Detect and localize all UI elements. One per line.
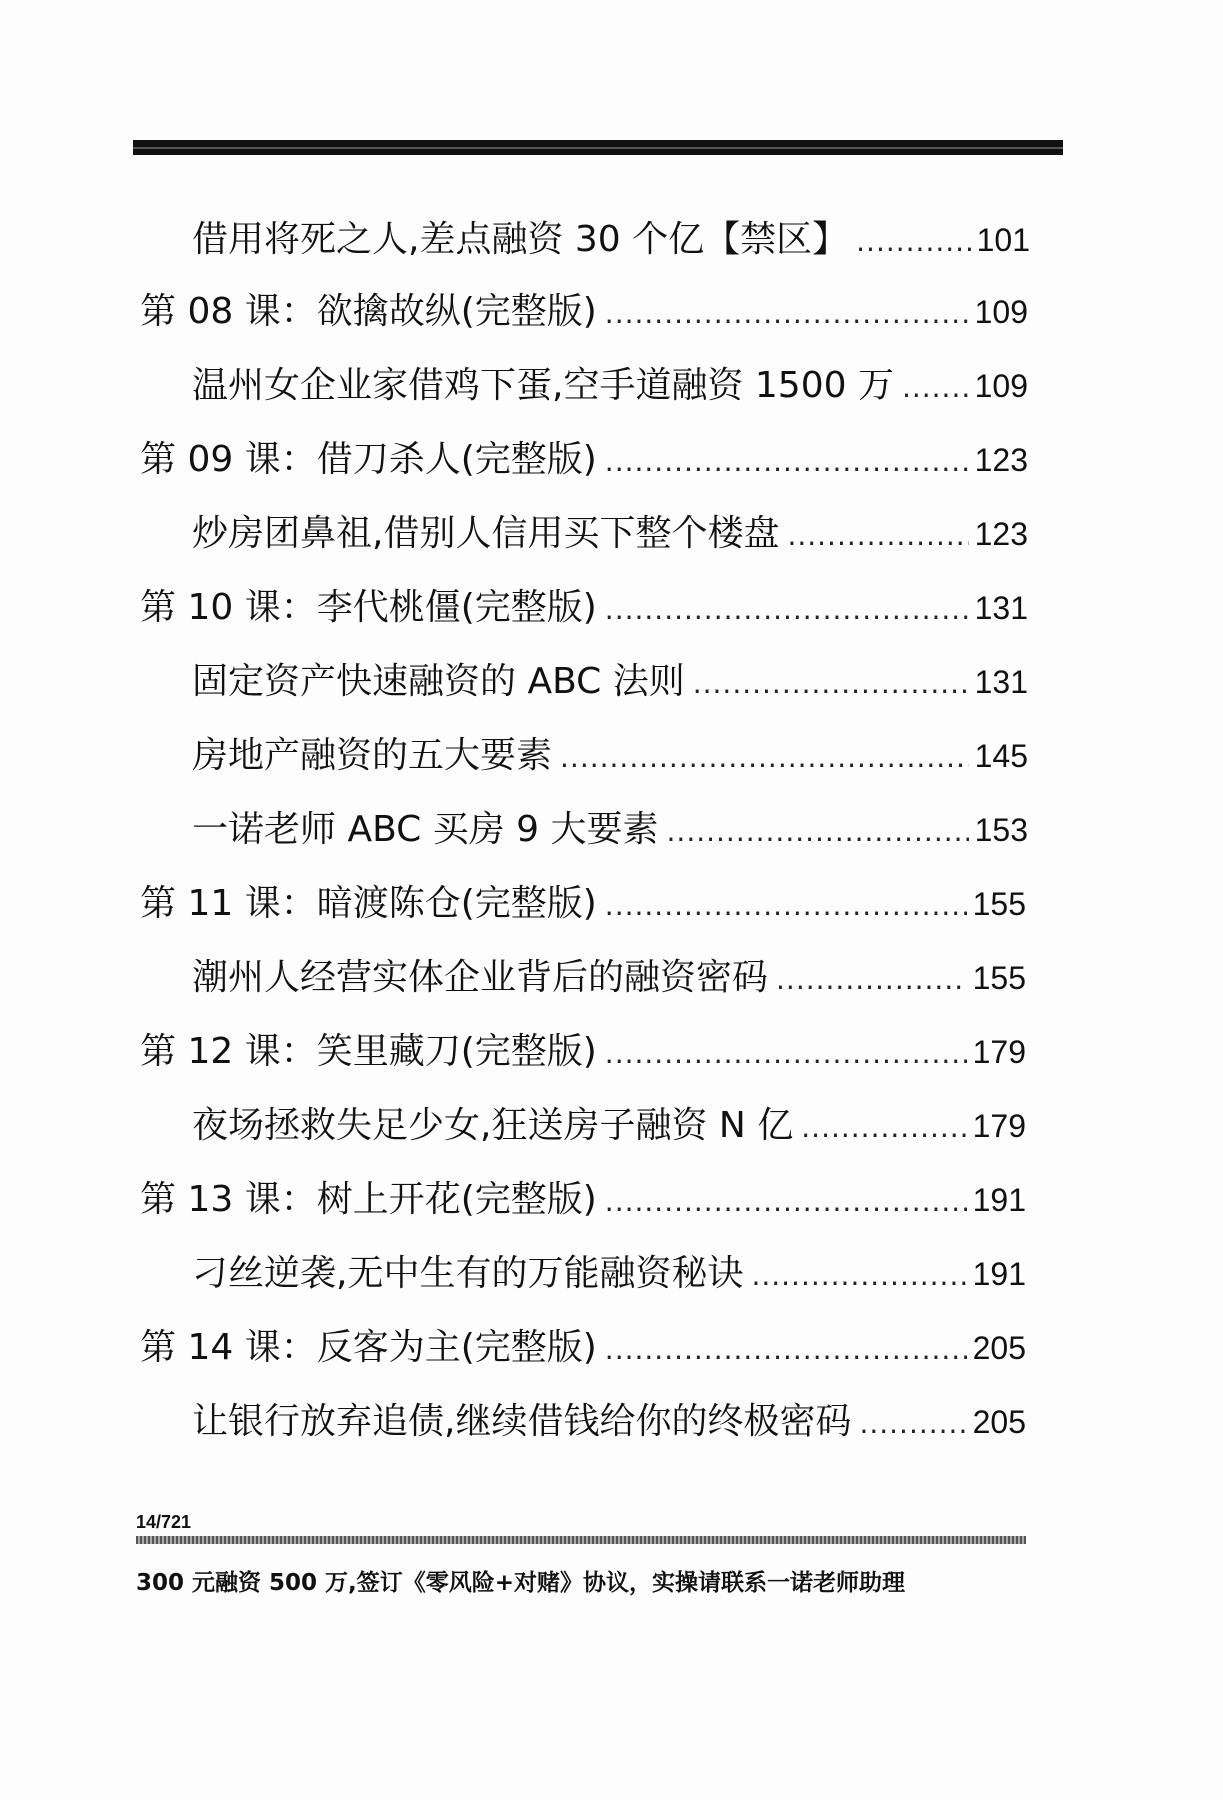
toc-leader-dots bbox=[605, 1328, 967, 1372]
toc-entry bbox=[192, 734, 1028, 782]
toc-entry-page: 205 bbox=[972, 1404, 1026, 1440]
toc-entry bbox=[192, 512, 1028, 560]
toc-entry bbox=[192, 1400, 1026, 1448]
toc-entry bbox=[192, 808, 1028, 856]
toc-entry bbox=[192, 364, 1028, 412]
toc-entry bbox=[192, 1252, 1026, 1300]
toc-leader-dots bbox=[605, 1180, 967, 1224]
toc-leader-dots bbox=[605, 292, 969, 336]
header-rule bbox=[133, 140, 1063, 155]
toc-entry-title: 第 10 课：李代桃僵(完整版) bbox=[140, 587, 597, 628]
toc-entry bbox=[140, 1326, 1026, 1374]
toc-entry-title: 一诺老师 ABC 买房 9 大要素 bbox=[192, 809, 659, 850]
toc-leader-dots bbox=[902, 366, 969, 410]
toc-entry-title: 第 09 课：借刀杀人(完整版) bbox=[140, 439, 597, 480]
toc-entry-title: 固定资产快速融资的 ABC 法则 bbox=[192, 661, 685, 702]
toc-entry-page: 179 bbox=[972, 1108, 1026, 1144]
toc-leader-dots bbox=[693, 662, 969, 706]
toc-entry-title: 第 08 课：欲擒故纵(完整版) bbox=[140, 291, 597, 332]
toc-entry-page: 101 bbox=[976, 222, 1030, 258]
toc-leader-dots bbox=[560, 736, 969, 780]
toc-entry-title: 炒房团鼻祖,借别人信用买下整个楼盘 bbox=[192, 513, 780, 554]
toc-leader-dots bbox=[605, 1032, 967, 1076]
toc-entry-title: 借用将死之人,差点融资 30 个亿【禁区】 bbox=[192, 219, 849, 260]
toc-leader-dots bbox=[856, 220, 970, 264]
toc-leader-dots bbox=[787, 514, 968, 558]
toc-entry bbox=[192, 218, 1030, 266]
toc-leader-dots bbox=[667, 810, 969, 854]
toc-entry bbox=[192, 660, 1028, 708]
toc-leader-dots bbox=[776, 958, 967, 1002]
toc-leader-dots bbox=[751, 1254, 966, 1298]
toc-entry-page: 145 bbox=[974, 738, 1028, 774]
toc-entry bbox=[192, 956, 1026, 1004]
toc-entry bbox=[140, 290, 1028, 338]
toc-entry-page: 191 bbox=[972, 1182, 1026, 1218]
toc-leader-dots bbox=[605, 588, 969, 632]
toc-entry-page: 155 bbox=[972, 886, 1026, 922]
toc-entry-title: 第 14 课：反客为主(完整版) bbox=[140, 1327, 597, 1368]
toc-entry-page: 109 bbox=[974, 294, 1028, 330]
toc-entry-title: 刁丝逆袭,无中生有的万能融资秘诀 bbox=[192, 1253, 744, 1294]
toc-entry bbox=[140, 1178, 1026, 1226]
toc-entry bbox=[140, 882, 1026, 930]
toc-entry-page: 123 bbox=[974, 442, 1028, 478]
toc-leader-dots bbox=[605, 884, 967, 928]
toc-entry-page: 131 bbox=[974, 590, 1028, 626]
toc-entry-title: 温州女企业家借鸡下蛋,空手道融资 1500 万 bbox=[192, 365, 894, 406]
toc-leader-dots bbox=[801, 1106, 966, 1150]
footer-note: 300 元融资 500 万,签订《零风险+对赌》协议，实操请联系一诺老师助理 bbox=[136, 1570, 906, 1596]
toc-entry bbox=[140, 586, 1028, 634]
toc-entry-page: 191 bbox=[972, 1256, 1026, 1292]
toc-entry-page: 109 bbox=[974, 368, 1028, 404]
toc-entry-title: 第 12 课：笑里藏刀(完整版) bbox=[140, 1031, 597, 1072]
toc-leader-dots bbox=[859, 1402, 966, 1446]
toc-entry-page: 205 bbox=[972, 1330, 1026, 1366]
toc-entry-title: 让银行放弃追债,继续借钱给你的终极密码 bbox=[192, 1401, 852, 1442]
toc-entry-page: 155 bbox=[972, 960, 1026, 996]
toc-entry bbox=[140, 438, 1028, 486]
toc-entry-page: 153 bbox=[974, 812, 1028, 848]
toc-entry-title: 夜场拯救失足少女,狂送房子融资 N 亿 bbox=[192, 1105, 794, 1146]
toc-entry-title: 第 11 课：暗渡陈仓(完整版) bbox=[140, 883, 597, 924]
toc-entry-title: 房地产融资的五大要素 bbox=[192, 735, 553, 776]
toc-entry-title: 潮州人经营实体企业背后的融资密码 bbox=[192, 957, 769, 998]
toc-entry bbox=[140, 1030, 1026, 1078]
toc-leader-dots bbox=[605, 440, 969, 484]
page-counter: 14/721 bbox=[136, 1512, 192, 1532]
toc-entry-page: 179 bbox=[972, 1034, 1026, 1070]
footer-rule bbox=[136, 1536, 1026, 1544]
toc-entry bbox=[192, 1104, 1026, 1152]
toc-entry-page: 123 bbox=[974, 516, 1028, 552]
toc-entry-page: 131 bbox=[974, 664, 1028, 700]
toc-entry-title: 第 13 课：树上开花(完整版) bbox=[140, 1179, 597, 1220]
